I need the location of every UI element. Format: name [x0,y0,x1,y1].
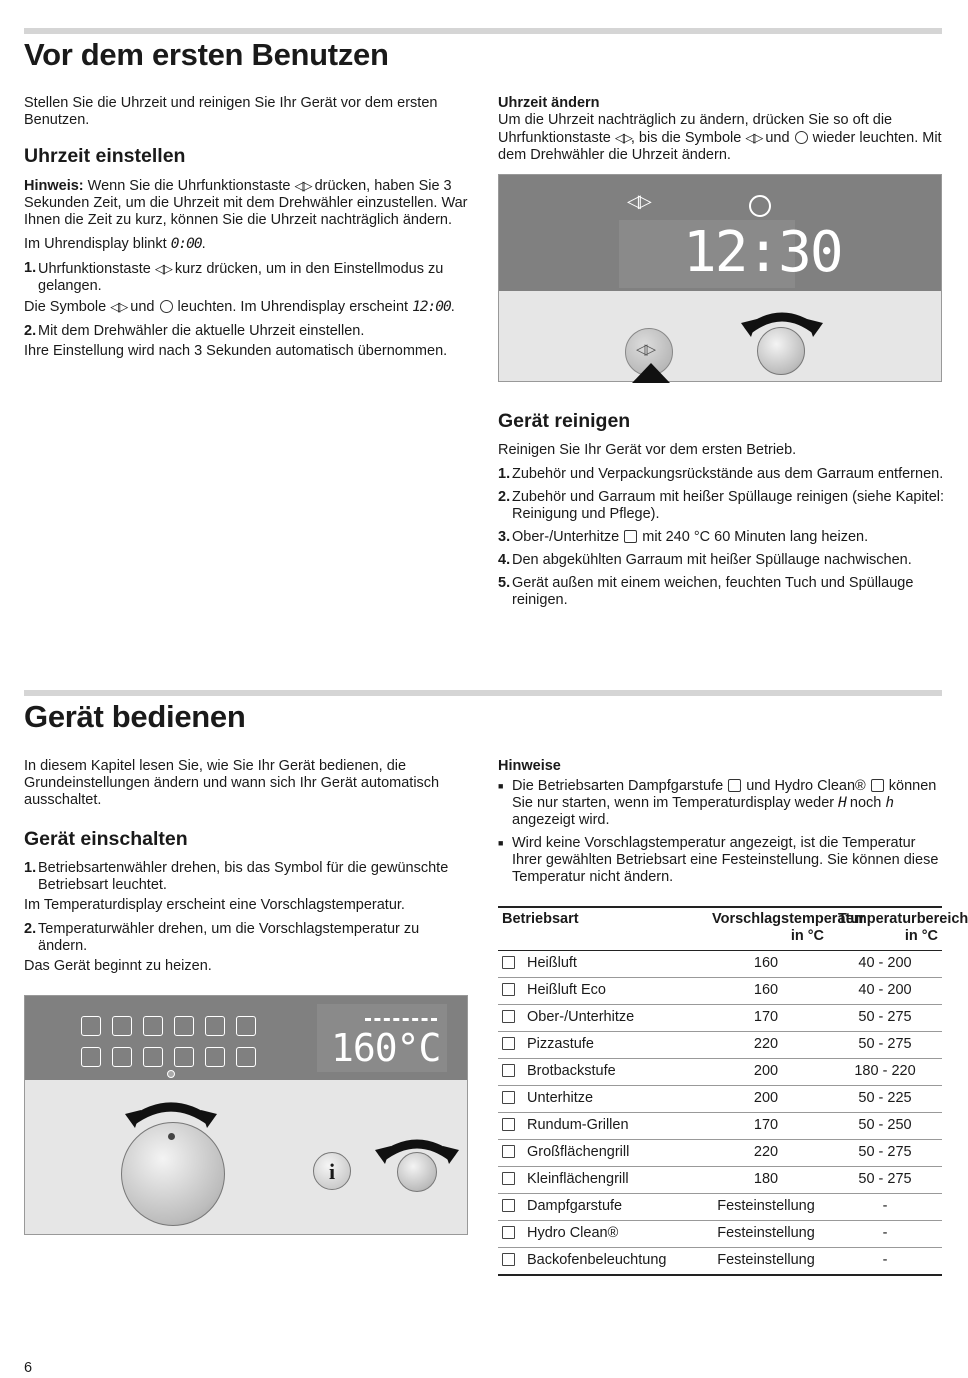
step-number: 2. [498,489,511,505]
section-title: Gerät bedienen [24,699,246,734]
step-text: Zubehör und Verpackungsrückstände aus dem Garraum entfernen. [512,466,944,482]
column-header: Betriebsart [498,907,704,951]
mode-cell [498,1221,704,1248]
change-text: , bis die Symbole [630,130,742,146]
mode-name: Dampfgarstufe [527,1198,623,1214]
press-arrow-icon [632,363,670,383]
suggested-temp: Festeinstellung [704,1221,828,1248]
clean-steps-list [498,466,944,609]
table-header-row [498,907,942,951]
small-grill-icon [143,1047,163,1067]
temp-range: 50 - 275 [828,1140,942,1167]
step-text: Betriebsartenwähler drehen, bis das Symbol für die gewünschte Betriebsart leuchtet. [38,860,449,893]
clock-icon [160,300,173,313]
blink-text: Im Uhrendisplay blinkt [24,236,167,252]
step-sub: Im Temperaturdisplay erscheint eine Vorschlagstemperatur. [24,897,405,913]
list-item [498,466,944,483]
intro-text: In diesem Kapitel lesen Sie, wie Sie Ihr Gerät bedienen, die Grundeinstellungen ändern und wann sich Ihr Gerät automatisch ausschaltet. [24,758,440,808]
info-button[interactable]: i [313,1152,351,1190]
hint-text-cont: drücken, haben Sie 3 Sekunden Zeit, um die Uhrzeit mit dem Drehwähler einzustellen. War Ihnen die Zeit zu kurz, können Sie die Uhrzeit nachträglich ändern. [24,178,468,228]
clock-key-icon: ◁▷ [294,178,311,193]
lamp-icon [236,1047,256,1067]
mode-name: Unterhitze [527,1090,594,1106]
mode-cell [498,1194,704,1221]
lamp-icon [502,1253,515,1266]
change-text: wieder leuchten. Mit dem Drehwähler die Uhrzeit ändern. [498,130,942,163]
temp-range: 50 - 275 [828,1032,942,1059]
clock-icon [795,131,808,144]
list-item [24,323,470,340]
change-text: und [765,130,790,146]
mode-name: Brotbackstufe [527,1063,616,1079]
clean-heading: Gerät reinigen [498,410,631,432]
blink-value: 0:00 [170,236,202,252]
suggested-temp: 200 [704,1086,828,1113]
step-text: Temperaturwähler drehen, um die Vorschlagstemperatur zu ändern. [38,921,420,954]
mode-cell [498,1086,704,1113]
change-paragraph [498,95,944,164]
top-bottom-heat-icon [502,1010,515,1023]
table-row [498,951,942,978]
rotisserie-grill-icon [81,1047,101,1067]
clock-key-icon: ◁▷ [614,130,631,145]
table-row [498,1248,942,1276]
steam-icon [174,1047,194,1067]
clock-key-icon: ◁▷ [636,341,654,358]
mode-selector-knob[interactable] [121,1122,225,1226]
notes-heading: Hinweise [498,758,561,774]
table-row [498,978,942,1005]
display-symbol: H [838,795,846,811]
step-number: 1. [24,260,37,276]
table-row [498,1086,942,1113]
temp-range: 40 - 200 [828,951,942,978]
column-header: Vorschlagstemperatur in °C [704,907,828,951]
step-number: 4. [498,552,511,568]
list-item [498,552,944,569]
temp-range: 50 - 250 [828,1113,942,1140]
note-item [498,835,944,886]
mode-name: Heißluft [527,955,577,971]
temperature-display: 160°C [331,1026,441,1070]
step-sub: Die Symbole ◁▷ und leuchten. Im Uhrendisplay erscheint 12:00. [24,299,455,315]
rotate-arrow-icon [125,1090,217,1130]
suggested-temp: 220 [704,1140,828,1167]
steam-icon [728,779,741,792]
section-divider [24,28,942,34]
mode-cell [498,978,704,1005]
suggested-temp: 180 [704,1167,828,1194]
temp-range: - [828,1221,942,1248]
full-grill-icon [112,1047,132,1067]
step-number: 2. [24,921,37,937]
clock-heading: Uhrzeit einstellen [24,145,186,167]
bottom-heat-icon [236,1016,256,1036]
hydro-clean-icon [502,1226,515,1239]
section-title: Vor dem ersten Benutzen [24,37,389,72]
step-number: 1. [24,860,37,876]
on-heading: Gerät einschalten [24,828,188,850]
fan-icon [502,956,515,969]
table-row [498,1167,942,1194]
clock-key-icon: ◁▷ [110,299,127,314]
bottom-heat-icon [502,1091,515,1104]
mode-name: Ober-/Unterhitze [527,1009,635,1025]
step-text: Mit dem Drehwähler die aktuelle Uhrzeit einstellen. [38,323,365,339]
step-sub-text: und [130,299,155,315]
indicator-dot [167,1070,175,1078]
section-divider [24,690,942,696]
fan-icon [81,1016,101,1036]
temp-range: 40 - 200 [828,978,942,1005]
right-column-section1 [498,95,944,171]
clean-section [498,394,944,615]
column-header: Temperaturbereich in °C [828,907,942,951]
step-number: 2. [24,323,37,339]
step-sub-text: leuchten. Im Uhrendisplay erscheint [177,299,409,315]
top-bottom-heat-icon [624,530,637,543]
step-sub: Ihre Einstellung wird nach 3 Sekunden automatisch übernommen. [24,343,448,359]
step-text: Den abgekühlten Garraum mit heißer Spüllauge nachwischen. [512,552,912,568]
temp-range: 50 - 225 [828,1086,942,1113]
note-text: angezeigt wird. [512,812,610,828]
note-text: können Sie nur starten, wenn im Temperaturdisplay weder [512,778,937,811]
list-item [24,860,470,894]
top-bottom-heat-icon [143,1016,163,1036]
clock-icon [749,195,771,217]
suggested-temp: 160 [704,978,828,1005]
mode-cell [498,1032,704,1059]
list-item [24,260,470,295]
mode-cell [498,1140,704,1167]
page-number: 6 [24,1360,33,1376]
change-heading: Uhrzeit ändern [498,95,600,111]
list-item [498,489,944,523]
step-number: 3. [498,529,511,545]
temp-range: - [828,1248,942,1276]
table-row [498,1059,942,1086]
temp-range: 50 - 275 [828,1005,942,1032]
small-grill-icon [502,1172,515,1185]
note-item [498,778,944,829]
step-text-cont: kurz drücken, um in den Einstellmodus zu gelangen. [38,261,444,294]
table-row [498,1140,942,1167]
note-text: noch [849,795,882,811]
mode-name: Großflächengrill [527,1144,630,1160]
list-item [498,575,944,609]
step-text: Ober-/Unterhitze [512,529,620,545]
mode-cell [498,951,704,978]
note-text: Wird keine Vorschlagstemperatur angezeigt, ist die Temperatur Ihrer gewählten Betriebsart eine Festeinstellung. Sie können diese Temperatur nicht ändern. [512,835,939,885]
full-grill-icon [502,1145,515,1158]
mode-name: Rundum-Grillen [527,1117,629,1133]
suggested-temp: 220 [704,1032,828,1059]
hint-label: Hinweis: [24,178,84,194]
display-symbol: h [885,795,894,811]
clean-intro: Reinigen Sie Ihr Gerät vor dem ersten Betrieb. [498,442,797,458]
hydro-clean-icon [205,1047,225,1067]
table-row [498,1113,942,1140]
pizza-icon [502,1037,515,1050]
step-text: Uhrfunktionstaste [38,261,151,277]
note-text: Die Betriebsarten Dampfgarstufe [512,778,724,794]
table-row [498,1221,942,1248]
clock-display: 12:30 [683,220,842,285]
blink-paragraph: Im Uhrendisplay blinkt 0:00. [24,236,206,252]
mode-cell [498,1059,704,1086]
mode-cell [498,1167,704,1194]
bullet-icon: ■ [498,838,504,848]
table-row [498,1005,942,1032]
pizza-icon [174,1016,194,1036]
clock-key-icon: ◁▷ [627,191,649,211]
mode-cell [498,1113,704,1140]
mode-name: Hydro Clean® [527,1225,619,1241]
display-value: 12:00 [412,299,451,315]
list-item [498,529,944,546]
suggested-temp: 160 [704,951,828,978]
suggested-temp: Festeinstellung [704,1248,828,1276]
suggested-temp: Festeinstellung [704,1194,828,1221]
right-column-section2 [498,758,944,892]
left-column-section2 [24,758,470,982]
intro-text: Stellen Sie die Uhrzeit und reinigen Sie Ihr Gerät vor dem ersten Benutzen. [24,95,438,128]
hint-paragraph [24,177,470,229]
note-text: und Hydro Clean® [746,778,866,794]
rotisserie-grill-icon [502,1118,515,1131]
temp-range: - [828,1194,942,1221]
table-row [498,1194,942,1221]
mode-name: Heißluft Eco [527,982,606,998]
steam-icon [502,1199,515,1212]
mode-name: Kleinflächengrill [527,1171,629,1187]
temp-range: 180 - 220 [828,1059,942,1086]
list-item [24,921,470,955]
step-text: Zubehör und Garraum mit heißer Spüllauge reinigen (siehe Kapitel: Reinigung und Pflege). [512,489,945,522]
step-number: 1. [498,466,511,482]
fan-eco-icon [502,983,515,996]
fan-eco-icon [112,1016,132,1036]
table-row [498,1032,942,1059]
change-text: Um die Uhrzeit nachträglich zu ändern, drücken Sie so oft die Uhrfunktionstaste [498,112,893,146]
step-text: Gerät außen mit einem weichen, feuchten Tuch und Spüllauge reinigen. [512,575,914,608]
suggested-temp: 170 [704,1005,828,1032]
rotate-arrow-icon [741,299,823,339]
left-column-section1 [24,95,470,367]
step-sub: Das Gerät beginnt zu heizen. [24,958,212,974]
operating-panel-illustration [24,995,468,1235]
knob-marker [168,1133,175,1140]
bullet-icon: ■ [498,781,504,791]
mode-name: Backofenbeleuchtung [527,1252,667,1268]
temperature-display-window [317,1004,447,1072]
bread-icon [502,1064,515,1077]
mode-cell [498,1005,704,1032]
suggested-temp: 170 [704,1113,828,1140]
clock-key-icon: ◁▷ [154,261,171,276]
clock-panel-illustration [498,174,942,382]
operating-modes-table [498,906,968,1276]
mode-name: Pizzastufe [527,1036,594,1052]
bread-icon [205,1016,225,1036]
display-dashes [365,1018,437,1021]
step-number: 5. [498,575,511,591]
rotate-arrow-icon [375,1126,459,1166]
temp-range: 50 - 275 [828,1167,942,1194]
clock-key-icon: ◁▷ [745,130,762,145]
hint-text: Wenn Sie die Uhrfunktionstaste [87,178,291,194]
mode-cell [498,1248,704,1276]
hydro-clean-icon [871,779,884,792]
step-text-cont: mit 240 °C 60 Minuten lang heizen. [642,529,869,545]
suggested-temp: 200 [704,1059,828,1086]
step-sub-text: Die Symbole [24,299,107,315]
